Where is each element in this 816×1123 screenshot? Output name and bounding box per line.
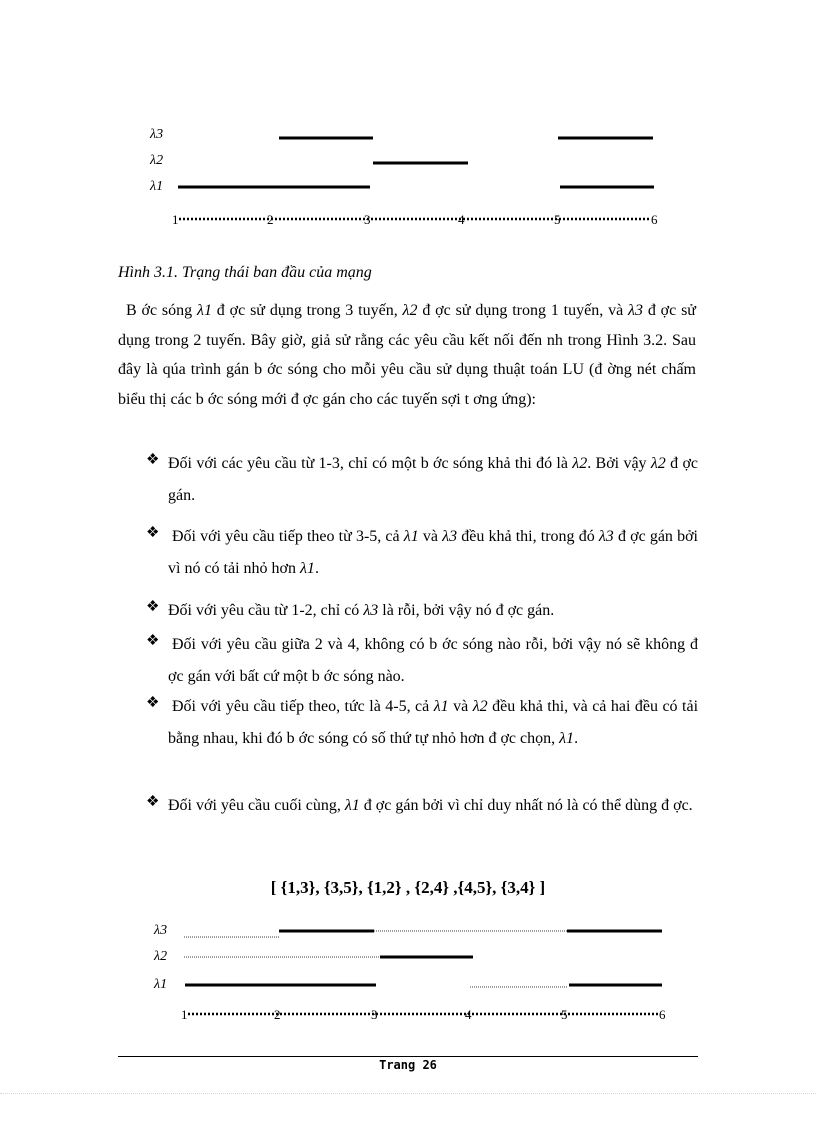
bullet-text: Đối với yêu cầu tiếp theo, tức là 4-5, cả: [172, 698, 434, 715]
lambda-symbol: λ3: [442, 528, 458, 545]
lambda-symbol: λ2: [472, 698, 488, 715]
page-edge: [0, 1093, 816, 1094]
node-2: 2: [274, 1007, 281, 1022]
bullet-text: đ ợc gán.: [168, 455, 698, 504]
node-4: 4: [465, 1007, 472, 1022]
lambda-symbol: λ2: [650, 455, 666, 472]
bullet-text: . Bởi vậy: [587, 455, 651, 472]
lambda-symbol: λ1: [197, 302, 212, 319]
figure-caption: Hình 3.1. Trạng thái ban đầu của mạng: [118, 264, 372, 281]
lambda-3-label: λ3: [154, 923, 168, 938]
bullet-icon: ❖: [146, 633, 160, 649]
para-text: B ớc sóng: [126, 302, 198, 319]
bullet-text: và: [448, 698, 473, 715]
bullet-text: Đối với yêu cầu tiếp theo từ 3-5, cả: [172, 528, 404, 545]
node-2: 2: [267, 212, 274, 227]
lambda-symbol: λ1: [433, 698, 449, 715]
lambda-2-label: λ2: [150, 153, 164, 168]
lambda-1-label: λ1: [154, 977, 168, 992]
lambda-symbol: λ1: [559, 730, 575, 747]
bullet-icon: ❖: [146, 599, 160, 615]
bullet-text: .: [574, 730, 579, 747]
lambda-symbol: λ2: [572, 455, 588, 472]
footer-divider: [118, 1056, 698, 1057]
bullet-text: .: [314, 560, 319, 577]
page-number: Trang 26: [379, 1058, 437, 1072]
node-6: 6: [659, 1007, 666, 1022]
bullet-text: đều khả thi, trong đó: [457, 528, 599, 545]
bullet-text: đ ợc gán bởi vì nó có tải nhỏ hơn: [168, 528, 698, 577]
bullet-icon: ❖: [146, 525, 160, 541]
lambda-symbol: λ3: [363, 602, 379, 619]
request-sequence: [ {1,3}, {3,5}, {1,2} , {2,4} ,{4,5}, {3,4} ]: [270, 878, 546, 897]
node-5: 5: [554, 212, 561, 227]
lambda-2-label: λ2: [154, 949, 168, 964]
bullet-text: và: [418, 528, 443, 545]
node-4: 4: [458, 212, 465, 227]
bullet-text: Đối với yêu cầu giữa 2 và 4, không có b ớc sóng nào rỗi, bởi vậy nó sẽ không đ ợc gán với bất cứ một b ớc sóng nào.: [168, 636, 698, 685]
bullet-text: là rỗi, bởi vậy nó đ ợc gán.: [378, 602, 555, 619]
node-3: 3: [371, 1007, 378, 1022]
node-5: 5: [561, 1007, 568, 1022]
lambda-3-label: λ3: [150, 127, 164, 142]
bullet-text: Đối với yêu cầu cuối cùng,: [168, 797, 345, 814]
node-6: 6: [651, 212, 658, 227]
bullet-text: đ ợc gán bởi vì chỉ duy nhất nó là có thể dùng đ ợc.: [359, 797, 693, 814]
lambda-symbol: λ3: [598, 528, 614, 545]
para-text: đ ợc sử dụng trong 1 tuyến, và: [417, 302, 629, 319]
node-3: 3: [364, 212, 371, 227]
bullet-icon: ❖: [146, 452, 160, 468]
lambda-symbol: λ1: [344, 797, 360, 814]
bullet-text: đều khả thi, và cả hai đều có tải bằng nhau, khi đó b ớc sóng có số thứ tự nhỏ hơn đ ợc chọn,: [168, 698, 699, 747]
lambda-symbol: λ2: [402, 302, 418, 319]
para-text: đ ợc sử dụng trong 3 tuyến,: [211, 302, 403, 319]
bullet-icon: ❖: [146, 794, 160, 810]
para-text: đ ợc sử dụng trong 2 tuyến. Bây giờ, giả sử rằng các yêu cầu kết nối đến nh trong Hình 3.2. Sau đây là qúa trình gán b ớc sóng cho mỗi yêu cầu sử dụng thuật toán LU (đ ờng nét chấm biểu thị các b ớc sóng mới đ ợc gán cho các tuyến sợi t ơng ứng):: [118, 302, 696, 408]
bullet-text: Đối với yêu cầu từ 1-2, chỉ có: [168, 602, 364, 619]
bullet-icon: ❖: [146, 695, 160, 711]
lambda-symbol: λ1: [300, 560, 315, 577]
bullet-text: Đối với các yêu cầu từ 1-3, chỉ có một b ớc sóng khả thi đó là: [168, 455, 573, 472]
lambda-symbol: λ1: [403, 528, 419, 545]
node-1: 1: [172, 212, 179, 227]
lambda-symbol: λ3: [628, 302, 643, 319]
node-1: 1: [181, 1007, 188, 1022]
lambda-1-label: λ1: [150, 179, 164, 194]
